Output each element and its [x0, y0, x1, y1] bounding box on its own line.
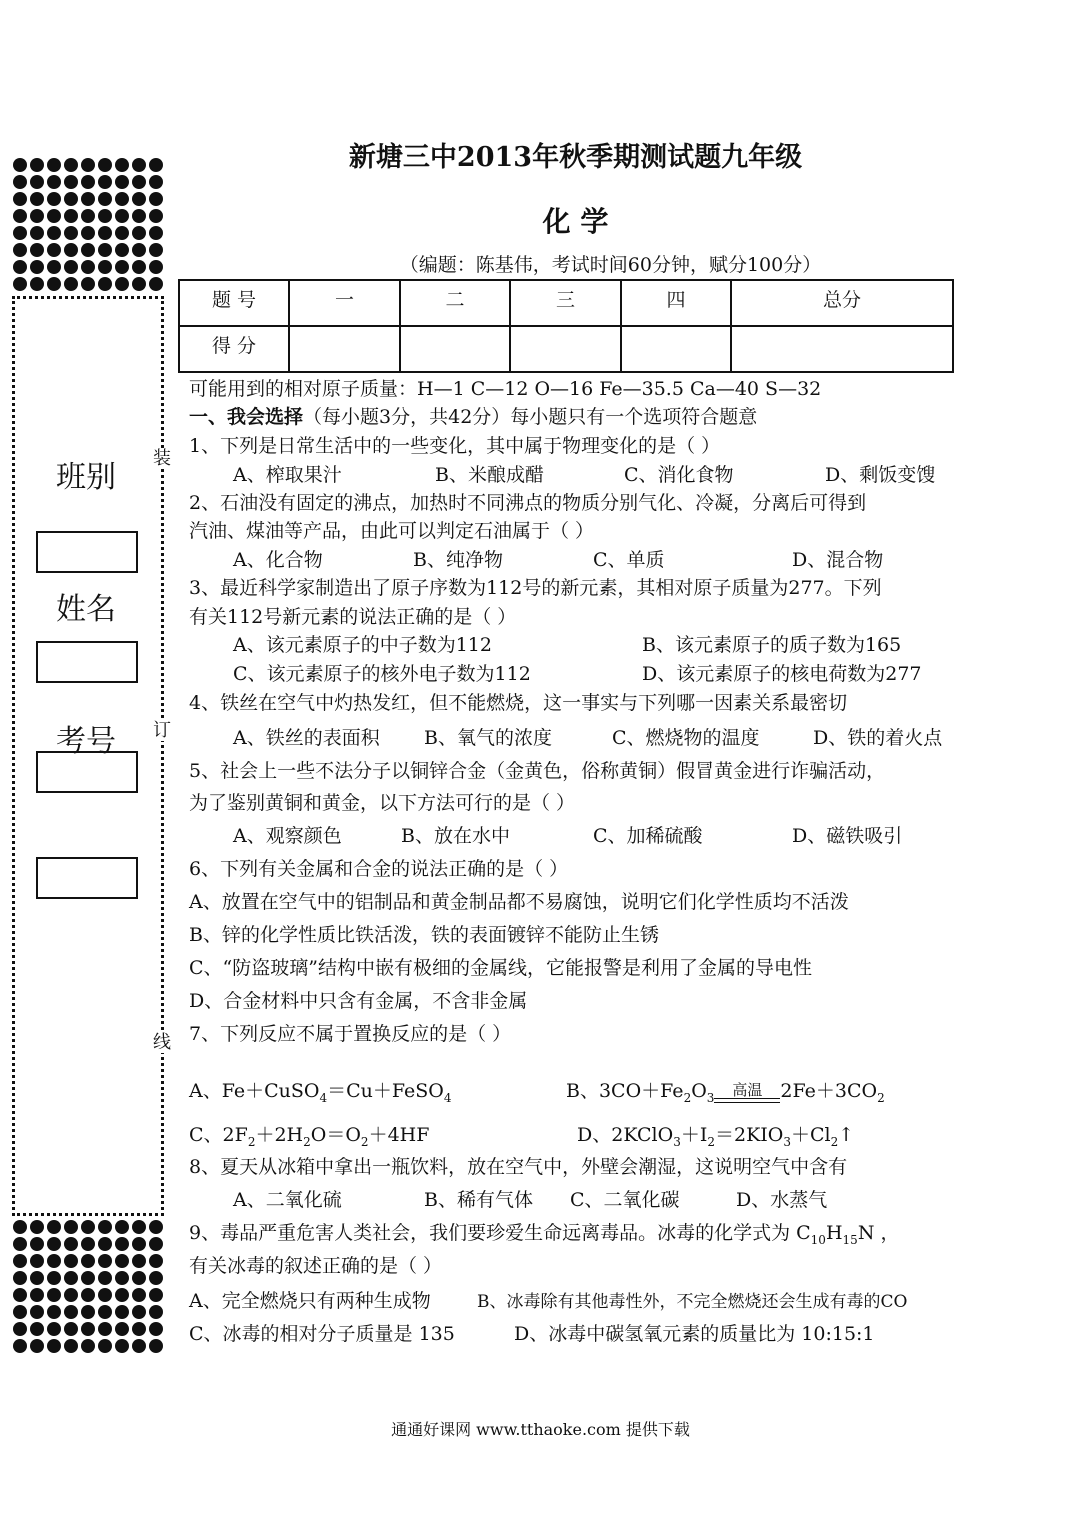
- decorative-dot: [98, 1254, 112, 1268]
- table-cell: 题 号: [179, 280, 289, 326]
- decorative-dot: [13, 1339, 27, 1353]
- decorative-dot: [149, 175, 163, 189]
- decorative-dot: [132, 1288, 146, 1302]
- question-6: 6、下列有关金属和合金的说法正确的是（ ）: [189, 858, 569, 880]
- q8-option-d: D、水蒸气: [736, 1189, 828, 1211]
- decorative-dot: [132, 1254, 146, 1268]
- decorative-dot: [13, 277, 27, 291]
- decorative-dot: [30, 1237, 44, 1251]
- decorative-dot: [149, 1271, 163, 1285]
- decorative-dot: [30, 1322, 44, 1336]
- decorative-dot-pattern-bottom: [12, 1219, 167, 1355]
- class-label: 班别: [56, 460, 116, 495]
- decorative-dot: [64, 1305, 78, 1319]
- reaction-arrow: [714, 1080, 780, 1112]
- decorative-dot: [81, 1322, 95, 1336]
- q4-option-a: A、铁丝的表面积: [233, 727, 380, 749]
- decorative-dot: [115, 1237, 129, 1251]
- q2-option-d: D、混合物: [792, 549, 884, 571]
- question-1: 1、下列是日常生活中的一些变化，其中属于物理变化的是（ ）: [189, 435, 721, 457]
- decorative-dot: [149, 1220, 163, 1234]
- q9-option-c: C、冰毒的相对分子质量是 135: [189, 1323, 455, 1345]
- question-3-line-1: 3、最近科学家制造出了原子序数为112号的新元素，其相对原子质量为277。下列: [189, 577, 882, 599]
- decorative-dot: [64, 1339, 78, 1353]
- decorative-dot: [132, 1237, 146, 1251]
- decorative-dot: [81, 1220, 95, 1234]
- decorative-dot: [13, 175, 27, 189]
- score-table: [178, 279, 954, 373]
- decorative-dot: [64, 277, 78, 291]
- decorative-dot: [115, 1220, 129, 1234]
- decorative-dot: [115, 175, 129, 189]
- decorative-dot: [64, 1271, 78, 1285]
- q3-option-b: B、该元素原子的质子数为165: [642, 634, 902, 656]
- decorative-dot: [47, 1305, 61, 1319]
- decorative-dot: [81, 1271, 95, 1285]
- question-4: 4、铁丝在空气中灼热发红，但不能燃烧，这一事实与下列哪一因素关系最密切: [189, 692, 848, 714]
- decorative-dot: [98, 1220, 112, 1234]
- decorative-dot: [47, 277, 61, 291]
- exam-title: 新塘三中2013年秋季期测试题九年级: [348, 142, 803, 173]
- decorative-dot: [98, 1271, 112, 1285]
- table-cell: 四: [621, 280, 731, 326]
- exam-subtitle: （编题：陈基伟，考试时间60分钟，赋分100分）: [399, 254, 822, 276]
- table-cell: 总分: [731, 280, 953, 326]
- table-cell: 得 分: [179, 326, 289, 372]
- decorative-dot: [98, 277, 112, 291]
- decorative-dot: [30, 175, 44, 189]
- q8-option-c: C、二氧化碳: [570, 1189, 680, 1211]
- decorative-dot: [115, 1322, 129, 1336]
- section-heading-note: （每小题3分，共42分）每小题只有一个选项符合题意: [303, 406, 758, 428]
- number-field[interactable]: [36, 751, 138, 793]
- q1-option-c: C、消化食物: [624, 464, 734, 486]
- decorative-dot: [81, 1305, 95, 1319]
- decorative-dot: [81, 1254, 95, 1268]
- decorative-dot: [132, 1322, 146, 1336]
- reaction-condition: 高温: [732, 1080, 763, 1099]
- subject-title: 化 学: [542, 205, 609, 238]
- decorative-dot: [98, 1339, 112, 1353]
- q5-option-a: A、观察颜色: [233, 825, 342, 847]
- score-table-header-row: [179, 280, 953, 326]
- question-9-line-1: 9、毒品严重危害人类社会，我们要珍爱生命远离毒品。冰毒的化学式为 $C_{10}H_{15}N$ ，: [189, 1222, 900, 1247]
- decorative-dot: [30, 1254, 44, 1268]
- question-8: 8、夏天从冰箱中拿出一瓶饮料，放在空气中，外壁会潮湿，这说明空气中含有: [189, 1156, 848, 1178]
- decorative-dot: [149, 1237, 163, 1251]
- question-9-line-2: 有关冰毒的叙述正确的是（ ）: [189, 1255, 443, 1277]
- decorative-dot: [13, 1271, 27, 1285]
- question-2-line-1: 2、石油没有固定的沸点，加热时不同沸点的物质分别气化、冷凝，分离后可得到: [189, 492, 867, 514]
- decorative-dot: [98, 1288, 112, 1302]
- decorative-dot: [98, 1322, 112, 1336]
- decorative-dot: [81, 1237, 95, 1251]
- q3-option-a: A、该元素原子的中子数为112: [233, 634, 492, 656]
- q6-option-c: C、“防盗玻璃”结构中嵌有极细的金属线，它能报警是利用了金属的导电性: [189, 957, 812, 979]
- binding-char-xian: 线: [153, 1032, 171, 1053]
- q6-option-b: B、锌的化学性质比铁活泼，铁的表面镀锌不能防止生锈: [189, 924, 659, 946]
- decorative-dot: [30, 1220, 44, 1234]
- decorative-dot: [64, 1254, 78, 1268]
- decorative-dot: [13, 1237, 27, 1251]
- q5-option-d: D、磁铁吸引: [792, 825, 903, 847]
- q9-option-b: B、冰毒除有其他毒性外，不完全燃烧还会生成有毒的CO: [477, 1292, 908, 1312]
- q7-option-c: C、$2F_2+2H_2O=O_2+4HF$: [189, 1124, 430, 1149]
- decorative-dot: [115, 1271, 129, 1285]
- q7-option-b: B、$3CO+Fe_2O_3$ 高温 $2Fe+3CO_2$: [566, 1077, 885, 1112]
- score-cell[interactable]: [400, 326, 510, 372]
- class-field[interactable]: [36, 531, 138, 573]
- decorative-dot: [149, 1305, 163, 1319]
- q8-option-a: A、二氧化硫: [233, 1189, 342, 1211]
- q2-option-b: B、纯净物: [413, 549, 503, 571]
- q9-option-a: A、完全燃烧只有两种生成物: [189, 1290, 431, 1312]
- decorative-dot: [47, 1220, 61, 1234]
- q1-option-b: B、米酿成醋: [435, 464, 544, 486]
- decorative-dot: [47, 1254, 61, 1268]
- decorative-dot: [64, 1220, 78, 1234]
- q2-option-c: C、单质: [593, 549, 665, 571]
- decorative-dot: [64, 1322, 78, 1336]
- q9-option-d: D、冰毒中碳氢氧元素的质量比为 10:15:1: [514, 1323, 875, 1345]
- score-cell[interactable]: [510, 326, 621, 372]
- decorative-dot: [149, 1322, 163, 1336]
- binding-char-zhuang: 装: [153, 448, 171, 469]
- number-label: 考号: [56, 724, 116, 759]
- decorative-dot: [30, 1339, 44, 1353]
- decorative-dot: [64, 175, 78, 189]
- score-cell[interactable]: [289, 326, 400, 372]
- question-7: 7、下列反应不属于置换反应的是（ ）: [189, 1023, 512, 1045]
- decorative-dot: [149, 277, 163, 291]
- decorative-dot: [81, 175, 95, 189]
- decorative-dot: [132, 1220, 146, 1234]
- decorative-dot: [47, 1271, 61, 1285]
- decorative-dot: [81, 1288, 95, 1302]
- decorative-dot: [132, 277, 146, 291]
- q6-option-d: D、合金材料中只含有金属，不含非金属: [189, 990, 528, 1012]
- q1-option-d: D、剩饭变馊: [825, 464, 936, 486]
- decorative-dot: [13, 1220, 27, 1234]
- q4-option-c: C、燃烧物的温度: [612, 727, 760, 749]
- q4-option-d: D、铁的着火点: [813, 727, 943, 749]
- extra-field[interactable]: [36, 857, 138, 899]
- q3-option-d: D、该元素原子的核电荷数为277: [642, 663, 922, 685]
- decorative-dot: [115, 1339, 129, 1353]
- decorative-dot: [115, 277, 129, 291]
- table-cell: 三: [510, 280, 621, 326]
- decorative-dot: [132, 1271, 146, 1285]
- score-table-score-row: [179, 326, 953, 372]
- decorative-dot: [149, 1254, 163, 1268]
- decorative-dot: [115, 1288, 129, 1302]
- q5-option-b: B、放在水中: [401, 825, 510, 847]
- section-heading-title: 一、我会选择: [189, 406, 304, 428]
- decorative-dot: [64, 1237, 78, 1251]
- table-cell: 一: [289, 280, 400, 326]
- decorative-dot: [13, 1288, 27, 1302]
- q5-option-c: C、加稀硫酸: [593, 825, 703, 847]
- question-5-line-2: 为了鉴别黄铜和黄金，以下方法可行的是（ ）: [189, 792, 576, 814]
- decorative-dot: [13, 1305, 27, 1319]
- question-2-line-2: 汽油、煤油等产品，由此可以判定石油属于（ ）: [189, 520, 595, 542]
- decorative-dot: [13, 1322, 27, 1336]
- decorative-dot: [132, 1339, 146, 1353]
- decorative-dot: [47, 1237, 61, 1251]
- decorative-dot: [47, 175, 61, 189]
- score-cell[interactable]: [621, 326, 731, 372]
- decorative-dot: [98, 1305, 112, 1319]
- table-cell: 二: [400, 280, 510, 326]
- q1-option-a: A、榨取果汁: [233, 464, 342, 486]
- decorative-dot: [98, 1237, 112, 1251]
- decorative-dot: [98, 175, 112, 189]
- decorative-dot: [115, 1254, 129, 1268]
- decorative-dot: [81, 1339, 95, 1353]
- question-9-text: 9、毒品严重危害人类社会，我们要珍爱生命远离毒品。冰毒的化学式为 C: [189, 1222, 811, 1244]
- binding-char-ding: 订: [153, 720, 171, 741]
- total-score-cell[interactable]: [731, 326, 953, 372]
- q6-option-a: A、放置在空气中的铝制品和黄金制品都不易腐蚀，说明它们化学性质均不活泼: [189, 891, 849, 913]
- question-3-line-2: 有关112号新元素的说法正确的是（ ）: [189, 606, 517, 628]
- decorative-dot: [149, 1288, 163, 1302]
- decorative-dot: [81, 277, 95, 291]
- decorative-dot: [30, 1288, 44, 1302]
- decorative-dot: [47, 1288, 61, 1302]
- q8-option-b: B、稀有气体: [424, 1189, 533, 1211]
- section-heading: [189, 403, 757, 431]
- decorative-dot: [30, 1271, 44, 1285]
- name-label: 姓名: [56, 592, 116, 627]
- decorative-dot: [64, 1288, 78, 1302]
- decorative-dot: [115, 1305, 129, 1319]
- decorative-dot: [132, 1305, 146, 1319]
- decorative-dot: [149, 1339, 163, 1353]
- decorative-dot: [30, 1305, 44, 1319]
- q3-option-c: C、该元素原子的核外电子数为112: [233, 663, 531, 685]
- q4-option-b: B、氧气的浓度: [424, 727, 552, 749]
- q2-option-a: A、化合物: [233, 549, 323, 571]
- q7-option-d: D、$2KClO_3+I_2=2KIO_3+Cl_2↑$: [577, 1124, 855, 1149]
- decorative-dot: [13, 1254, 27, 1268]
- decorative-dot: [47, 1322, 61, 1336]
- decorative-dot: [30, 277, 44, 291]
- name-field[interactable]: [36, 641, 138, 683]
- footer-credit: 通通好课网 www.tthaoke.com 提供下载: [391, 1420, 690, 1439]
- atomic-mass-line: 可能用到的相对原子质量：H—1 C—12 O—16 Fe—35.5 Ca—40 S—32: [189, 378, 822, 400]
- decorative-dot: [132, 175, 146, 189]
- q7-option-a: A、Fe＋CuSO$_4$＝Cu＋FeSO$_4$: [189, 1080, 452, 1105]
- question-5-line-1: 5、社会上一些不法分子以铜锌合金（金黄色，俗称黄铜）假冒黄金进行诈骗活动，: [189, 760, 886, 782]
- decorative-dot: [47, 1339, 61, 1353]
